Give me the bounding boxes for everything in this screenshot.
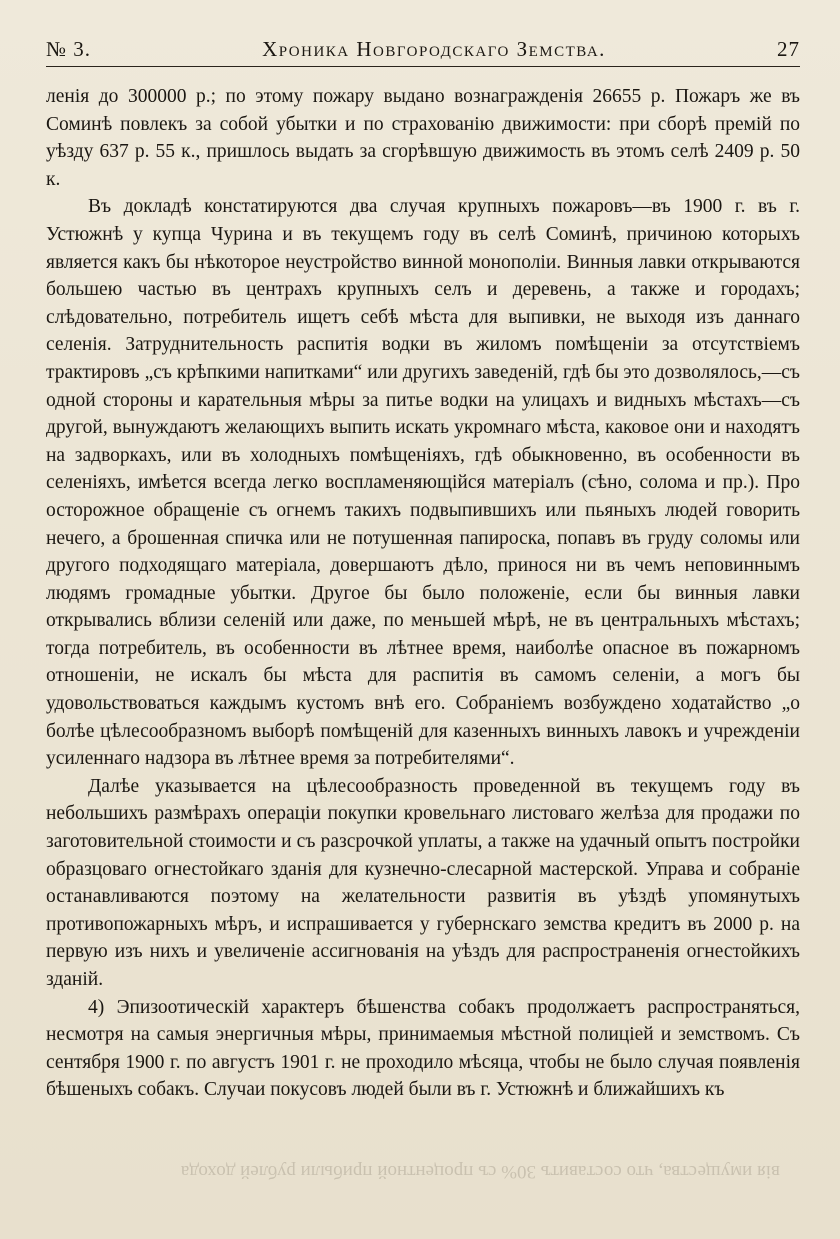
paragraph-2: Въ докладѣ констатируются два случая крупныхъ пожаровъ—въ 1900 г. въ г. Устюжнѣ у купца Чурина и въ текущемъ году въ селѣ Соминѣ, причиною которыхъ является какъ бы нѣкоторое неустройство винной монополіи. Винныя лавки открываются большею частью въ центрахъ крупныхъ селъ и деревень, а также и городахъ; слѣдовательно, потребитель ищетъ себѣ мѣста для выпивки, не выходя изъ даннаго селенія. Затруднительность распитія водки въ жиломъ помѣщеніи за отсутствіемъ трактировъ „съ крѣпкими напитками“ или другихъ заведеній, гдѣ бы это дозволялось,—съ одной стороны и карательныя мѣры за питье водки на улицахъ и видныхъ мѣстахъ—съ другой, вынуждаютъ желающихъ выпить искать укромнаго мѣста, каковое они и находятъ на задворкахъ, или въ холодныхъ помѣщеніяхъ, гдѣ обыкновенно, въ особенности въ селеніяхъ, имѣется всегда легко воспламеняющійся матеріалъ (сѣно, солома и пр.). Про осторожное обращеніе съ огнемъ такихъ подвыпившихъ или пьяныхъ людей говорить нечего, а брошенная спичка или не потушенная папироска, попавъ въ груду соломы или другого подходящаго матеріала, довершаютъ дѣло, принося ни въ чемъ неповиннымъ людямъ громадные убытки. Другое бы было положеніе, если бы винныя лавки открывались вблизи селеній или даже, по меньшей мѣрѣ, не въ центральныхъ мѣстахъ; тогда потребитель, въ особенности въ лѣтнее время, наиболѣе опасное въ пожарномъ отношеніи, не искалъ бы мѣста для распитія въ самомъ селеніи, а могъ бы удовольствоваться каждымъ кустомъ внѣ его. Собраніемъ возбуждено ходатайство „о болѣе цѣлесообразномъ выборѣ помѣщеній для казенныхъ винныхъ лавокъ и учрежденіи усиленнаго надзора въ лѣтнее время за потребителями“.	[46, 196, 800, 770]
bleed-through-text: вія имущества, что составитъ 30% съ процентной прибыли рублей дохода	[180, 1161, 780, 1182]
paragraph-1: ленія до 300000 р.; по этому пожару выдано вознагражденія 26655 р. Пожаръ же въ Соминѣ повлекъ за собой убытки и по страхованію движимости: при сборѣ премій по уѣзду 637 р. 55 к., пришлось выдать за сгорѣвшую движимость въ этомъ селѣ 2409 р. 50 к.	[46, 86, 800, 190]
paragraph-4: 4) Эпизоотическій характеръ бѣшенства собакъ продолжаетъ распространяться, несмотря на самыя энергичныя мѣры, принимаемыя мѣстной полиціей и земствомъ. Съ сентября 1900 г. по августъ 1901 г. не проходило мѣсяца, чтобы не было случая появленія бѣшеныхъ собакъ. Случаи покусовъ людей были въ г. Устюжнѣ и ближайшихъ къ	[46, 996, 800, 1101]
journal-title: Хроника Новгородскаго Земства.	[262, 37, 606, 61]
page-number: 27	[776, 37, 800, 61]
paragraph-3: Далѣе указывается на цѣлесообразность проведенной въ текущемъ году въ небольшихъ размѣрахъ операціи покупки кровельнаго листоваго желѣза для продажи по заготовительной стоимости и съ разсрочкой уплаты, а также на удачный опытъ постройки образцоваго огнестойкаго зданія для кузнечно-слесарной мастерской. Управа и собраніе останавливаются поэтому на желательности развитія въ уѣздѣ упомянутыхъ противопожарныхъ мѣръ, и испрашивается у губернскаго земства кредитъ въ 2000 р. на первую изъ нихъ и увеличеніе ассигнованія на уѣздъ для распространенія огнестойкихъ зданій.	[46, 775, 800, 990]
body-text	[46, 83, 800, 1104]
running-header	[46, 28, 800, 67]
issue-number: № 3.	[46, 37, 92, 61]
